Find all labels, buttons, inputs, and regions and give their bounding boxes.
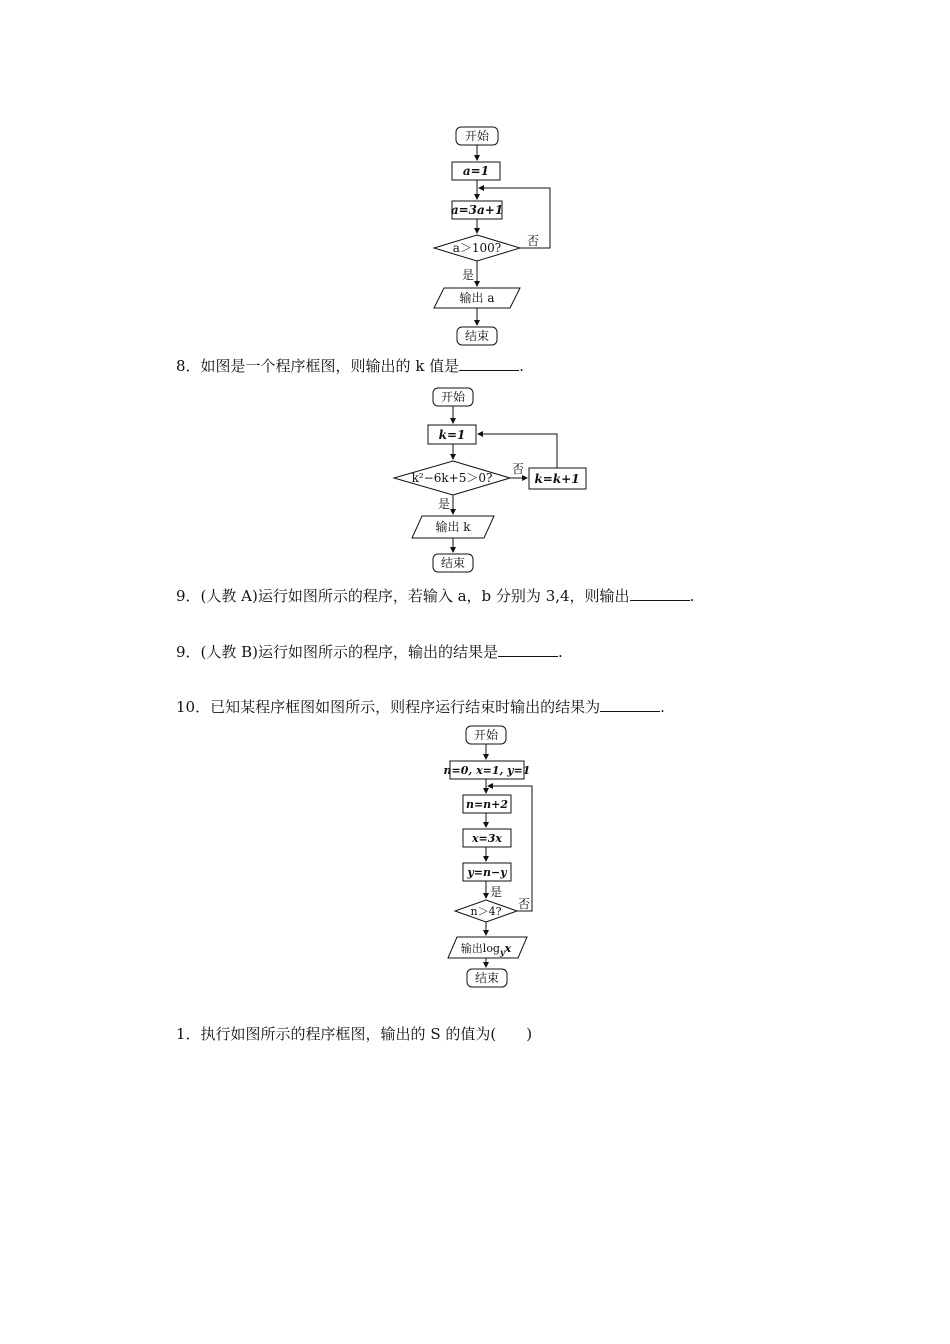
question-1: 1．执行如图所示的程序框图，输出的 S 的值为( ) [176,1025,533,1043]
question-10-text: 10．已知某程序框图如图所示，则程序运行结束时输出的结果为 [176,698,601,716]
fc1-init-label: a=1 [462,164,490,178]
fc3-output-label: 输出$\log_yx$ [460,942,512,957]
fc2-init-label: k=1 [438,428,466,442]
fc3-yes-label: 是 [490,885,503,899]
question-9b: 9．(人教 B)运行如图所示的程序，输出的结果是 . [176,643,563,661]
fc3-init-label: n=0, x=1, y=1 [443,764,531,777]
fc2-cond-label: k²−6k+5＞0? [411,471,493,485]
question-1-text: 1．执行如图所示的程序框图，输出的 S 的值为( [176,1025,497,1043]
fc2-output-label: 输出 k [435,520,471,534]
question-9a-text: 9．(人教 A)运行如图所示的程序，若输入 a，b 分别为 3,4，则输出 [176,587,630,605]
fc2-start-label: 开始 [440,390,466,404]
question-8: 8．如图是一个程序框图，则输出的 k 值是 . [176,357,524,375]
fc3-step1-label: n=n+2 [465,798,509,811]
question-9a: 9．(人教 A)运行如图所示的程序，若输入 a，b 分别为 3,4，则输出 . [176,587,695,605]
fc3-step3-label: y=n−y [467,866,507,879]
question-9b-text: 9．(人教 B)运行如图所示的程序，输出的结果是 [176,643,499,661]
fc3-end-label: 结束 [474,971,500,985]
fc3-start-label: 开始 [473,728,499,742]
fc1-output-label: 输出 a [459,291,495,305]
question-8-text: 8．如图是一个程序框图，则输出的 k 值是 [176,357,460,375]
fc1-yes-label: 是 [462,268,475,282]
fc2-end-label: 结束 [440,556,466,570]
fc3-step2-label: x=3x [472,832,502,845]
fc1-end-label: 结束 [464,329,490,343]
fc3-no-label: 否 [518,897,531,911]
fc3-cond-label: n＞4? [470,905,502,918]
fc2-no-label: 否 [512,462,525,476]
fc1-cond-label: a＞100? [452,241,502,255]
question-10: 10．已知某程序框图如图所示，则程序运行结束时输出的结果为 . [176,698,665,716]
fc1-start-label: 开始 [464,129,490,143]
fc2-update-label: k=k+1 [534,472,580,486]
fc1-step-label: a=3a+1 [450,203,504,217]
fc2-yes-label: 是 [438,497,451,511]
fc1-no-label: 否 [527,234,540,248]
